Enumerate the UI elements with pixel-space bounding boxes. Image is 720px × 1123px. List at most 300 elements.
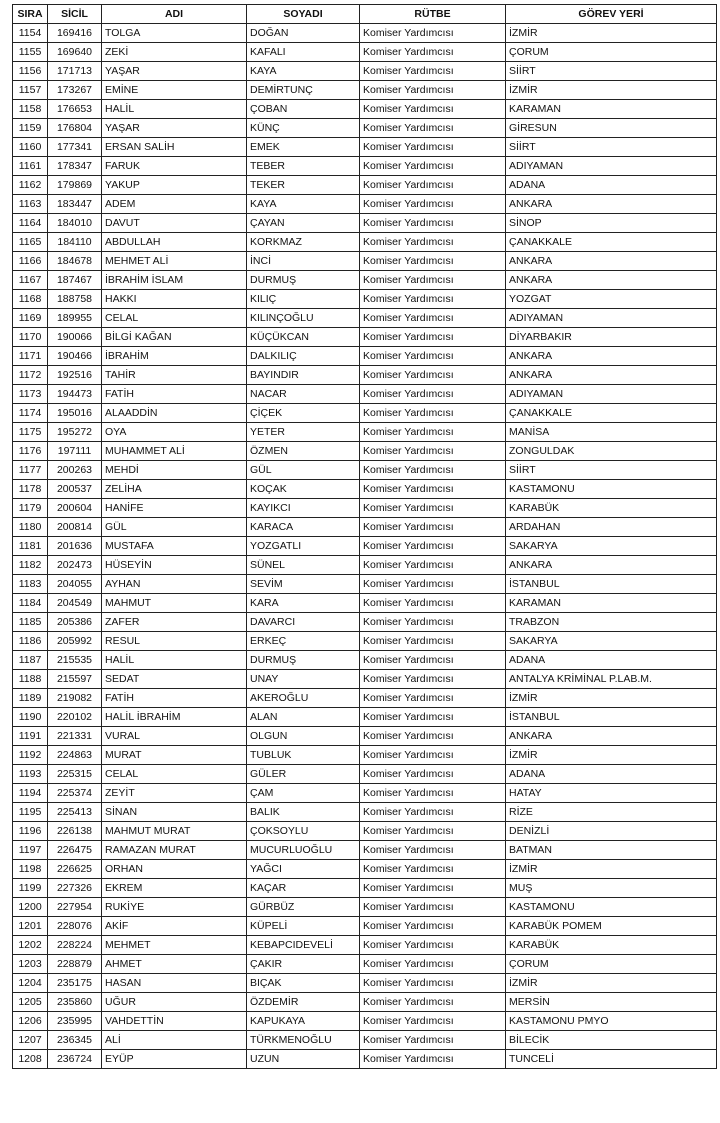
gorev-yeri-cell: MANİSA — [506, 423, 717, 442]
sicil-cell: 235995 — [48, 1012, 102, 1031]
gorev-yeri-cell: BİLECİK — [506, 1031, 717, 1050]
table-row — [13, 81, 717, 100]
sira-cell: 1174 — [13, 404, 48, 423]
table-row — [13, 119, 717, 138]
rutbe-cell: Komiser Yardımcısı — [360, 62, 506, 81]
gorev-yeri-cell: İZMİR — [506, 689, 717, 708]
adi-cell: ERSAN SALİH — [102, 138, 247, 157]
sicil-cell: 200814 — [48, 518, 102, 537]
table-row — [13, 43, 717, 62]
table-row — [13, 708, 717, 727]
sira-cell: 1171 — [13, 347, 48, 366]
gorev-yeri-cell: KARAMAN — [506, 100, 717, 119]
soyadi-cell: ALAN — [247, 708, 360, 727]
rutbe-cell: Komiser Yardımcısı — [360, 252, 506, 271]
rutbe-cell: Komiser Yardımcısı — [360, 993, 506, 1012]
table-row — [13, 138, 717, 157]
sira-cell: 1188 — [13, 670, 48, 689]
adi-cell: MURAT — [102, 746, 247, 765]
adi-cell: CELAL — [102, 765, 247, 784]
table-row — [13, 784, 717, 803]
gorev-yeri-cell: SİİRT — [506, 461, 717, 480]
rutbe-cell: Komiser Yardımcısı — [360, 309, 506, 328]
table-row — [13, 803, 717, 822]
adi-cell: EYÜP — [102, 1050, 247, 1069]
adi-cell: YAKUP — [102, 176, 247, 195]
sira-cell: 1205 — [13, 993, 48, 1012]
table-row — [13, 366, 717, 385]
sicil-cell: 205386 — [48, 613, 102, 632]
rutbe-cell: Komiser Yardımcısı — [360, 974, 506, 993]
adi-cell: GÜL — [102, 518, 247, 537]
gorev-yeri-cell: KARABÜK — [506, 936, 717, 955]
gorev-yeri-cell: ANKARA — [506, 347, 717, 366]
adi-cell: VAHDETTİN — [102, 1012, 247, 1031]
sicil-cell: 201636 — [48, 537, 102, 556]
adi-cell: FATİH — [102, 385, 247, 404]
sira-cell: 1160 — [13, 138, 48, 157]
sicil-cell: 219082 — [48, 689, 102, 708]
sira-cell: 1167 — [13, 271, 48, 290]
soyadi-cell: EMEK — [247, 138, 360, 157]
table-row — [13, 461, 717, 480]
table-row — [13, 879, 717, 898]
sira-cell: 1207 — [13, 1031, 48, 1050]
rutbe-cell: Komiser Yardımcısı — [360, 594, 506, 613]
gorev-yeri-cell: ANKARA — [506, 195, 717, 214]
rutbe-cell: Komiser Yardımcısı — [360, 689, 506, 708]
soyadi-cell: KÜPELİ — [247, 917, 360, 936]
gorev-yeri-cell: ANKARA — [506, 252, 717, 271]
soyadi-cell: DAVARCI — [247, 613, 360, 632]
rutbe-cell: Komiser Yardımcısı — [360, 499, 506, 518]
rutbe-cell: Komiser Yardımcısı — [360, 537, 506, 556]
adi-cell: AKİF — [102, 917, 247, 936]
gorev-yeri-cell: TRABZON — [506, 613, 717, 632]
table-row — [13, 385, 717, 404]
rutbe-cell: Komiser Yardımcısı — [360, 138, 506, 157]
gorev-yeri-cell: MERSİN — [506, 993, 717, 1012]
table-row — [13, 423, 717, 442]
rutbe-cell: Komiser Yardımcısı — [360, 81, 506, 100]
sira-cell: 1159 — [13, 119, 48, 138]
sira-cell: 1189 — [13, 689, 48, 708]
sicil-cell: 225315 — [48, 765, 102, 784]
sicil-cell: 195272 — [48, 423, 102, 442]
soyadi-cell: TEBER — [247, 157, 360, 176]
sicil-cell: 178347 — [48, 157, 102, 176]
adi-cell: VURAL — [102, 727, 247, 746]
table-row — [13, 936, 717, 955]
gorev-yeri-cell: İZMİR — [506, 24, 717, 43]
table-row — [13, 1050, 717, 1069]
gorev-yeri-cell: YOZGAT — [506, 290, 717, 309]
sira-cell: 1202 — [13, 936, 48, 955]
table-row — [13, 974, 717, 993]
gorev-yeri-cell: ADANA — [506, 651, 717, 670]
rutbe-cell: Komiser Yardımcısı — [360, 765, 506, 784]
soyadi-cell: ÖZMEN — [247, 442, 360, 461]
adi-cell: FARUK — [102, 157, 247, 176]
rutbe-cell: Komiser Yardımcısı — [360, 271, 506, 290]
adi-cell: HASAN — [102, 974, 247, 993]
header-adi: ADI — [102, 5, 247, 24]
sira-cell: 1203 — [13, 955, 48, 974]
rutbe-cell: Komiser Yardımcısı — [360, 575, 506, 594]
gorev-yeri-cell: ÇANAKKALE — [506, 404, 717, 423]
sicil-cell: 225374 — [48, 784, 102, 803]
rutbe-cell: Komiser Yardımcısı — [360, 214, 506, 233]
gorev-yeri-cell: KARABÜK POMEM — [506, 917, 717, 936]
gorev-yeri-cell: TUNCELİ — [506, 1050, 717, 1069]
header-gorev-yeri: GÖREV YERİ — [506, 5, 717, 24]
table-row — [13, 537, 717, 556]
sira-cell: 1170 — [13, 328, 48, 347]
table-row — [13, 898, 717, 917]
gorev-yeri-cell: İZMİR — [506, 746, 717, 765]
soyadi-cell: KÜÇÜKCAN — [247, 328, 360, 347]
rutbe-cell: Komiser Yardımcısı — [360, 860, 506, 879]
sira-cell: 1169 — [13, 309, 48, 328]
adi-cell: BİLGİ KAĞAN — [102, 328, 247, 347]
adi-cell: MEHDİ — [102, 461, 247, 480]
table-row — [13, 290, 717, 309]
sira-cell: 1158 — [13, 100, 48, 119]
adi-cell: İBRAHİM — [102, 347, 247, 366]
personnel-table — [12, 4, 717, 1069]
soyadi-cell: KAFALI — [247, 43, 360, 62]
sira-cell: 1187 — [13, 651, 48, 670]
soyadi-cell: DURMUŞ — [247, 271, 360, 290]
soyadi-cell: ÇOBAN — [247, 100, 360, 119]
sira-cell: 1164 — [13, 214, 48, 233]
sicil-cell: 192516 — [48, 366, 102, 385]
adi-cell: YAŞAR — [102, 119, 247, 138]
sira-cell: 1208 — [13, 1050, 48, 1069]
gorev-yeri-cell: SİNOP — [506, 214, 717, 233]
table-row — [13, 632, 717, 651]
gorev-yeri-cell: ANKARA — [506, 366, 717, 385]
sira-cell: 1163 — [13, 195, 48, 214]
rutbe-cell: Komiser Yardımcısı — [360, 651, 506, 670]
gorev-yeri-cell: SİİRT — [506, 138, 717, 157]
table-row — [13, 24, 717, 43]
soyadi-cell: KAPUKAYA — [247, 1012, 360, 1031]
sicil-cell: 215535 — [48, 651, 102, 670]
soyadi-cell: KAÇAR — [247, 879, 360, 898]
soyadi-cell: KORKMAZ — [247, 233, 360, 252]
sicil-cell: 205992 — [48, 632, 102, 651]
table-row — [13, 518, 717, 537]
sicil-cell: 169416 — [48, 24, 102, 43]
soyadi-cell: BALIK — [247, 803, 360, 822]
soyadi-cell: SEVİM — [247, 575, 360, 594]
soyadi-cell: NACAR — [247, 385, 360, 404]
table-row — [13, 917, 717, 936]
adi-cell: EKREM — [102, 879, 247, 898]
table-row — [13, 746, 717, 765]
rutbe-cell: Komiser Yardımcısı — [360, 176, 506, 195]
adi-cell: SEDAT — [102, 670, 247, 689]
sicil-cell: 224863 — [48, 746, 102, 765]
adi-cell: FATİH — [102, 689, 247, 708]
gorev-yeri-cell: ÇORUM — [506, 43, 717, 62]
sira-cell: 1206 — [13, 1012, 48, 1031]
table-row — [13, 157, 717, 176]
rutbe-cell: Komiser Yardımcısı — [360, 385, 506, 404]
gorev-yeri-cell: SİİRT — [506, 62, 717, 81]
table-row — [13, 176, 717, 195]
gorev-yeri-cell: İZMİR — [506, 81, 717, 100]
sicil-cell: 190066 — [48, 328, 102, 347]
gorev-yeri-cell: İZMİR — [506, 974, 717, 993]
gorev-yeri-cell: HATAY — [506, 784, 717, 803]
adi-cell: HANİFE — [102, 499, 247, 518]
rutbe-cell: Komiser Yardımcısı — [360, 708, 506, 727]
rutbe-cell: Komiser Yardımcısı — [360, 1050, 506, 1069]
adi-cell: YAŞAR — [102, 62, 247, 81]
soyadi-cell: KAYIKCI — [247, 499, 360, 518]
gorev-yeri-cell: ADANA — [506, 176, 717, 195]
gorev-yeri-cell: SAKARYA — [506, 537, 717, 556]
soyadi-cell: YETER — [247, 423, 360, 442]
adi-cell: ZEKİ — [102, 43, 247, 62]
sicil-cell: 176804 — [48, 119, 102, 138]
table-row — [13, 651, 717, 670]
gorev-yeri-cell: ADIYAMAN — [506, 385, 717, 404]
sicil-cell: 221331 — [48, 727, 102, 746]
sicil-cell: 171713 — [48, 62, 102, 81]
sira-cell: 1185 — [13, 613, 48, 632]
rutbe-cell: Komiser Yardımcısı — [360, 195, 506, 214]
adi-cell: ZAFER — [102, 613, 247, 632]
adi-cell: ALİ — [102, 1031, 247, 1050]
sicil-cell: 188758 — [48, 290, 102, 309]
rutbe-cell: Komiser Yardımcısı — [360, 746, 506, 765]
sicil-cell: 187467 — [48, 271, 102, 290]
sira-cell: 1180 — [13, 518, 48, 537]
sicil-cell: 197111 — [48, 442, 102, 461]
gorev-yeri-cell: DİYARBAKIR — [506, 328, 717, 347]
sira-cell: 1179 — [13, 499, 48, 518]
adi-cell: ZELİHA — [102, 480, 247, 499]
adi-cell: HALİL — [102, 651, 247, 670]
sicil-cell: 200263 — [48, 461, 102, 480]
rutbe-cell: Komiser Yardımcısı — [360, 480, 506, 499]
table-row — [13, 271, 717, 290]
sira-cell: 1200 — [13, 898, 48, 917]
gorev-yeri-cell: KASTAMONU — [506, 898, 717, 917]
soyadi-cell: GÜL — [247, 461, 360, 480]
sicil-cell: 202473 — [48, 556, 102, 575]
soyadi-cell: KILINÇOĞLU — [247, 309, 360, 328]
gorev-yeri-cell: İSTANBUL — [506, 575, 717, 594]
sicil-cell: 215597 — [48, 670, 102, 689]
soyadi-cell: UNAY — [247, 670, 360, 689]
soyadi-cell: ÇAYAN — [247, 214, 360, 233]
table-row — [13, 613, 717, 632]
table-header — [13, 5, 717, 24]
sicil-cell: 236724 — [48, 1050, 102, 1069]
soyadi-cell: UZUN — [247, 1050, 360, 1069]
soyadi-cell: KAYA — [247, 62, 360, 81]
soyadi-cell: DURMUŞ — [247, 651, 360, 670]
sira-cell: 1176 — [13, 442, 48, 461]
rutbe-cell: Komiser Yardımcısı — [360, 423, 506, 442]
gorev-yeri-cell: ADIYAMAN — [506, 157, 717, 176]
rutbe-cell: Komiser Yardımcısı — [360, 822, 506, 841]
table-row — [13, 347, 717, 366]
sicil-cell: 179869 — [48, 176, 102, 195]
rutbe-cell: Komiser Yardımcısı — [360, 518, 506, 537]
sicil-cell: 236345 — [48, 1031, 102, 1050]
gorev-yeri-cell: KASTAMONU PMYO — [506, 1012, 717, 1031]
rutbe-cell: Komiser Yardımcısı — [360, 100, 506, 119]
gorev-yeri-cell: DENİZLİ — [506, 822, 717, 841]
rutbe-cell: Komiser Yardımcısı — [360, 290, 506, 309]
sicil-cell: 200604 — [48, 499, 102, 518]
sira-cell: 1182 — [13, 556, 48, 575]
soyadi-cell: AKEROĞLU — [247, 689, 360, 708]
gorev-yeri-cell: ANKARA — [506, 271, 717, 290]
sicil-cell: 194473 — [48, 385, 102, 404]
adi-cell: ADEM — [102, 195, 247, 214]
sira-cell: 1199 — [13, 879, 48, 898]
adi-cell: OYA — [102, 423, 247, 442]
sira-cell: 1197 — [13, 841, 48, 860]
soyadi-cell: DOĞAN — [247, 24, 360, 43]
adi-cell: ALAADDİN — [102, 404, 247, 423]
adi-cell: MAHMUT MURAT — [102, 822, 247, 841]
table-row — [13, 556, 717, 575]
gorev-yeri-cell: ZONGULDAK — [506, 442, 717, 461]
sicil-cell: 169640 — [48, 43, 102, 62]
header-rutbe: RÜTBE — [360, 5, 506, 24]
adi-cell: ABDULLAH — [102, 233, 247, 252]
sira-cell: 1161 — [13, 157, 48, 176]
rutbe-cell: Komiser Yardımcısı — [360, 841, 506, 860]
sicil-cell: 200537 — [48, 480, 102, 499]
table-row — [13, 575, 717, 594]
sicil-cell: 226625 — [48, 860, 102, 879]
adi-cell: SİNAN — [102, 803, 247, 822]
rutbe-cell: Komiser Yardımcısı — [360, 442, 506, 461]
table-row — [13, 100, 717, 119]
sira-cell: 1155 — [13, 43, 48, 62]
sira-cell: 1177 — [13, 461, 48, 480]
rutbe-cell: Komiser Yardımcısı — [360, 917, 506, 936]
sicil-cell: 225413 — [48, 803, 102, 822]
soyadi-cell: YOZGATLI — [247, 537, 360, 556]
rutbe-cell: Komiser Yardımcısı — [360, 1031, 506, 1050]
table-row — [13, 765, 717, 784]
gorev-yeri-cell: ANKARA — [506, 727, 717, 746]
gorev-yeri-cell: SAKARYA — [506, 632, 717, 651]
table-row — [13, 328, 717, 347]
rutbe-cell: Komiser Yardımcısı — [360, 955, 506, 974]
sira-cell: 1186 — [13, 632, 48, 651]
sicil-cell: 235175 — [48, 974, 102, 993]
soyadi-cell: YAĞCI — [247, 860, 360, 879]
gorev-yeri-cell: KARAMAN — [506, 594, 717, 613]
header-row — [13, 5, 717, 24]
adi-cell: EMİNE — [102, 81, 247, 100]
table-row — [13, 499, 717, 518]
table-row — [13, 480, 717, 499]
soyadi-cell: BIÇAK — [247, 974, 360, 993]
table-row — [13, 252, 717, 271]
adi-cell: DAVUT — [102, 214, 247, 233]
sicil-cell: 177341 — [48, 138, 102, 157]
sicil-cell: 190466 — [48, 347, 102, 366]
rutbe-cell: Komiser Yardımcısı — [360, 898, 506, 917]
adi-cell: TOLGA — [102, 24, 247, 43]
gorev-yeri-cell: RİZE — [506, 803, 717, 822]
rutbe-cell: Komiser Yardımcısı — [360, 556, 506, 575]
soyadi-cell: SÜNEL — [247, 556, 360, 575]
table-row — [13, 670, 717, 689]
sicil-cell: 184678 — [48, 252, 102, 271]
table-row — [13, 822, 717, 841]
adi-cell: ZEYİT — [102, 784, 247, 803]
table-row — [13, 233, 717, 252]
soyadi-cell: GÜLER — [247, 765, 360, 784]
table-row — [13, 860, 717, 879]
soyadi-cell: TUBLUK — [247, 746, 360, 765]
rutbe-cell: Komiser Yardımcısı — [360, 784, 506, 803]
soyadi-cell: ÇAM — [247, 784, 360, 803]
soyadi-cell: ÇOKSOYLU — [247, 822, 360, 841]
sicil-cell: 228224 — [48, 936, 102, 955]
adi-cell: CELAL — [102, 309, 247, 328]
personnel-list-sheet — [12, 4, 717, 1069]
gorev-yeri-cell: GİRESUN — [506, 119, 717, 138]
table-body — [13, 24, 717, 1069]
table-row — [13, 404, 717, 423]
sicil-cell: 227326 — [48, 879, 102, 898]
sira-cell: 1201 — [13, 917, 48, 936]
soyadi-cell: KAYA — [247, 195, 360, 214]
adi-cell: MEHMET ALİ — [102, 252, 247, 271]
soyadi-cell: KILIÇ — [247, 290, 360, 309]
rutbe-cell: Komiser Yardımcısı — [360, 24, 506, 43]
sicil-cell: 189955 — [48, 309, 102, 328]
adi-cell: HÜSEYİN — [102, 556, 247, 575]
sicil-cell: 183447 — [48, 195, 102, 214]
sicil-cell: 227954 — [48, 898, 102, 917]
sira-cell: 1195 — [13, 803, 48, 822]
table-row — [13, 214, 717, 233]
table-row — [13, 442, 717, 461]
adi-cell: RAMAZAN MURAT — [102, 841, 247, 860]
sicil-cell: 195016 — [48, 404, 102, 423]
sira-cell: 1172 — [13, 366, 48, 385]
soyadi-cell: ÇİÇEK — [247, 404, 360, 423]
sira-cell: 1154 — [13, 24, 48, 43]
adi-cell: RUKİYE — [102, 898, 247, 917]
adi-cell: MEHMET — [102, 936, 247, 955]
rutbe-cell: Komiser Yardımcısı — [360, 404, 506, 423]
adi-cell: HAKKI — [102, 290, 247, 309]
gorev-yeri-cell: İSTANBUL — [506, 708, 717, 727]
soyadi-cell: KARACA — [247, 518, 360, 537]
sira-cell: 1181 — [13, 537, 48, 556]
soyadi-cell: ÖZDEMİR — [247, 993, 360, 1012]
rutbe-cell: Komiser Yardımcısı — [360, 233, 506, 252]
gorev-yeri-cell: ANKARA — [506, 556, 717, 575]
sicil-cell: 228076 — [48, 917, 102, 936]
sicil-cell: 226138 — [48, 822, 102, 841]
